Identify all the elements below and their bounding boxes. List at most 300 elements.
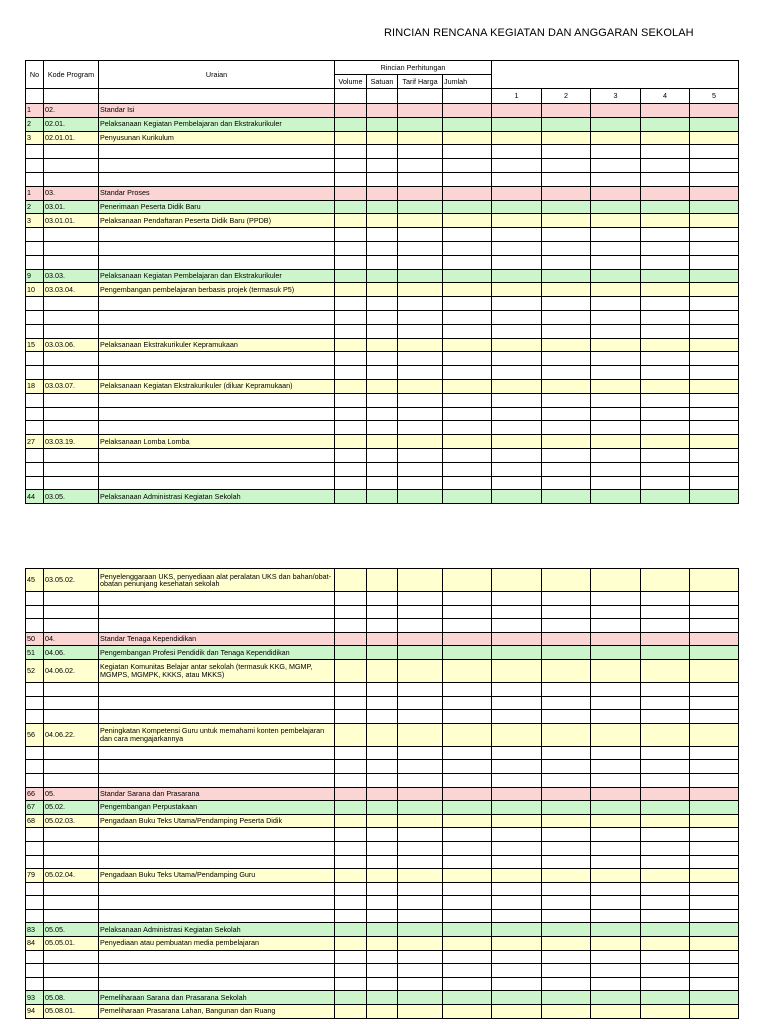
- row-month-cell: [542, 269, 591, 283]
- row-rincian-cell: [335, 366, 367, 380]
- row-no: [26, 964, 44, 978]
- row-month-cell: [690, 592, 739, 606]
- row-month-cell: [641, 760, 690, 774]
- cell: [44, 89, 99, 104]
- row-month-cell: [591, 801, 641, 815]
- row-rincian-cell: [443, 145, 492, 159]
- row-month-cell: [542, 909, 591, 923]
- row-rincian-cell: [335, 255, 367, 269]
- row-month-cell: [542, 619, 591, 633]
- row-rincian-cell: [335, 338, 367, 352]
- row-month-cell: [690, 159, 739, 173]
- row-month-cell: [641, 145, 690, 159]
- row-kode-program: 03.03.: [44, 269, 99, 283]
- row-month-cell: [641, 255, 690, 269]
- row-month-cell: [492, 214, 542, 228]
- cell: [367, 89, 398, 104]
- table-row: [26, 828, 739, 842]
- row-month-cell: [690, 696, 739, 710]
- row-month-cell: [542, 746, 591, 760]
- row-kode-program: [44, 950, 99, 964]
- table-row: [26, 592, 739, 606]
- row-month-cell: [591, 696, 641, 710]
- table-row: [26, 696, 739, 710]
- row-no: 45: [26, 569, 44, 592]
- row-month-cell: [542, 801, 591, 815]
- row-rincian-cell: [398, 310, 443, 324]
- row-rincian-cell: [398, 324, 443, 338]
- row-rincian-cell: [335, 896, 367, 910]
- row-month-cell: [492, 1005, 542, 1019]
- row-uraian: [99, 255, 335, 269]
- row-month-cell: [641, 659, 690, 682]
- row-no: 3: [26, 131, 44, 145]
- table-row: [26, 214, 739, 228]
- row-kode-program: 03.01.01.: [44, 214, 99, 228]
- row-uraian: Standar Sarana dan Prasarana: [99, 787, 335, 801]
- month-2-header: 2: [542, 89, 591, 104]
- table-row: [26, 117, 739, 131]
- row-month-cell: [690, 228, 739, 242]
- row-rincian-cell: [398, 696, 443, 710]
- row-rincian-cell: [398, 619, 443, 633]
- row-month-cell: [492, 324, 542, 338]
- row-kode-program: [44, 393, 99, 407]
- row-rincian-cell: [367, 1005, 398, 1019]
- row-rincian-cell: [335, 241, 367, 255]
- row-rincian-cell: [367, 338, 398, 352]
- table-row: [26, 255, 739, 269]
- header-months-blank: [492, 61, 739, 75]
- row-kode-program: [44, 619, 99, 633]
- row-rincian-cell: [398, 632, 443, 646]
- row-kode-program: [44, 710, 99, 724]
- row-month-cell: [641, 366, 690, 380]
- row-month-cell: [591, 228, 641, 242]
- row-uraian: Pelaksanaan Lomba Lomba: [99, 435, 335, 449]
- row-month-cell: [542, 773, 591, 787]
- row-rincian-cell: [335, 421, 367, 435]
- row-rincian-cell: [367, 710, 398, 724]
- row-month-cell: [641, 131, 690, 145]
- row-no: [26, 855, 44, 869]
- row-kode-program: 05.02.04.: [44, 869, 99, 883]
- row-month-cell: [542, 882, 591, 896]
- row-no: [26, 228, 44, 242]
- row-kode-program: 05.: [44, 787, 99, 801]
- row-rincian-cell: [335, 682, 367, 696]
- row-uraian: Pengadaan Buku Teks Utama/Pendamping Peserta Didik: [99, 814, 335, 828]
- row-month-cell: [542, 324, 591, 338]
- row-month-cell: [591, 241, 641, 255]
- row-month-cell: [492, 991, 542, 1005]
- row-month-cell: [542, 476, 591, 490]
- row-rincian-cell: [335, 104, 367, 118]
- row-month-cell: [690, 172, 739, 186]
- row-rincian-cell: [398, 991, 443, 1005]
- row-uraian: Standar Proses: [99, 186, 335, 200]
- row-rincian-cell: [335, 814, 367, 828]
- row-month-cell: [492, 490, 542, 504]
- row-month-cell: [641, 324, 690, 338]
- table-body-top: [26, 104, 739, 504]
- table-row: [26, 855, 739, 869]
- row-uraian: [99, 228, 335, 242]
- row-month-cell: [591, 255, 641, 269]
- row-rincian-cell: [367, 435, 398, 449]
- row-month-cell: [492, 828, 542, 842]
- table-row: [26, 324, 739, 338]
- row-month-cell: [591, 605, 641, 619]
- row-rincian-cell: [443, 801, 492, 815]
- row-rincian-cell: [367, 619, 398, 633]
- header-volume: Volume: [335, 75, 367, 89]
- row-no: [26, 159, 44, 173]
- row-rincian-cell: [367, 869, 398, 883]
- row-rincian-cell: [443, 297, 492, 311]
- row-uraian: Penyusunan Kurikulum: [99, 131, 335, 145]
- row-month-cell: [591, 462, 641, 476]
- row-kode-program: [44, 241, 99, 255]
- row-month-cell: [591, 723, 641, 746]
- row-month-cell: [690, 964, 739, 978]
- row-rincian-cell: [398, 172, 443, 186]
- row-rincian-cell: [367, 269, 398, 283]
- row-uraian: Pelaksanaan Kegiatan Pembelajaran dan Ekstrakurikuler: [99, 269, 335, 283]
- row-month-cell: [542, 787, 591, 801]
- row-rincian-cell: [398, 131, 443, 145]
- row-kode-program: [44, 324, 99, 338]
- row-rincian-cell: [335, 476, 367, 490]
- row-kode-program: [44, 977, 99, 991]
- row-rincian-cell: [367, 569, 398, 592]
- row-rincian-cell: [398, 605, 443, 619]
- row-kode-program: [44, 145, 99, 159]
- row-no: 15: [26, 338, 44, 352]
- table-row: [26, 104, 739, 118]
- row-rincian-cell: [367, 324, 398, 338]
- row-rincian-cell: [335, 977, 367, 991]
- row-rincian-cell: [335, 696, 367, 710]
- row-rincian-cell: [335, 462, 367, 476]
- row-month-cell: [542, 228, 591, 242]
- row-month-cell: [690, 896, 739, 910]
- row-uraian: [99, 393, 335, 407]
- row-no: 68: [26, 814, 44, 828]
- row-rincian-cell: [443, 746, 492, 760]
- row-month-cell: [492, 255, 542, 269]
- row-month-cell: [690, 435, 739, 449]
- row-no: 51: [26, 646, 44, 660]
- row-month-cell: [690, 283, 739, 297]
- row-rincian-cell: [335, 145, 367, 159]
- row-no: [26, 682, 44, 696]
- row-kode-program: [44, 172, 99, 186]
- row-uraian: Penerimaan Peserta Didik Baru: [99, 200, 335, 214]
- row-uraian: [99, 172, 335, 186]
- row-rincian-cell: [335, 283, 367, 297]
- row-no: 10: [26, 283, 44, 297]
- row-rincian-cell: [367, 896, 398, 910]
- row-rincian-cell: [443, 462, 492, 476]
- row-month-cell: [641, 490, 690, 504]
- row-no: [26, 421, 44, 435]
- row-rincian-cell: [398, 476, 443, 490]
- row-month-cell: [591, 159, 641, 173]
- row-rincian-cell: [367, 977, 398, 991]
- row-uraian: [99, 977, 335, 991]
- row-month-cell: [492, 379, 542, 393]
- row-rincian-cell: [367, 964, 398, 978]
- row-month-cell: [641, 869, 690, 883]
- row-rincian-cell: [443, 841, 492, 855]
- row-rincian-cell: [398, 200, 443, 214]
- row-rincian-cell: [367, 241, 398, 255]
- row-month-cell: [542, 255, 591, 269]
- row-month-cell: [690, 490, 739, 504]
- row-rincian-cell: [443, 659, 492, 682]
- row-uraian: Penyediaan atau pembuatan media pembelajaran: [99, 937, 335, 951]
- row-month-cell: [641, 241, 690, 255]
- row-rincian-cell: [335, 937, 367, 951]
- table-row: [26, 841, 739, 855]
- row-uraian: [99, 297, 335, 311]
- row-rincian-cell: [335, 964, 367, 978]
- row-month-cell: [641, 696, 690, 710]
- row-month-cell: [492, 283, 542, 297]
- row-month-cell: [542, 159, 591, 173]
- table-row: [26, 801, 739, 815]
- row-month-cell: [690, 131, 739, 145]
- row-kode-program: 05.08.01.: [44, 1005, 99, 1019]
- table-row: [26, 172, 739, 186]
- row-rincian-cell: [443, 448, 492, 462]
- row-rincian-cell: [443, 214, 492, 228]
- row-month-cell: [641, 352, 690, 366]
- table-row: [26, 882, 739, 896]
- table-row: [26, 991, 739, 1005]
- row-rincian-cell: [367, 117, 398, 131]
- row-rincian-cell: [335, 159, 367, 173]
- row-uraian: [99, 760, 335, 774]
- row-month-cell: [492, 448, 542, 462]
- row-rincian-cell: [367, 200, 398, 214]
- row-rincian-cell: [335, 214, 367, 228]
- row-rincian-cell: [367, 462, 398, 476]
- row-month-cell: [641, 1005, 690, 1019]
- row-rincian-cell: [443, 379, 492, 393]
- row-no: [26, 172, 44, 186]
- row-month-cell: [542, 592, 591, 606]
- row-rincian-cell: [367, 696, 398, 710]
- row-uraian: [99, 696, 335, 710]
- table-row: [26, 937, 739, 951]
- row-month-cell: [591, 950, 641, 964]
- row-no: [26, 841, 44, 855]
- row-month-cell: [542, 841, 591, 855]
- row-rincian-cell: [367, 159, 398, 173]
- row-month-cell: [591, 841, 641, 855]
- row-rincian-cell: [367, 760, 398, 774]
- row-month-cell: [591, 297, 641, 311]
- row-rincian-cell: [398, 977, 443, 991]
- row-rincian-cell: [443, 476, 492, 490]
- row-month-cell: [492, 696, 542, 710]
- row-rincian-cell: [367, 186, 398, 200]
- row-rincian-cell: [367, 172, 398, 186]
- row-month-cell: [641, 923, 690, 937]
- row-rincian-cell: [443, 407, 492, 421]
- row-month-cell: [542, 828, 591, 842]
- row-month-cell: [690, 462, 739, 476]
- table-row: [26, 407, 739, 421]
- table-row: [26, 338, 739, 352]
- row-rincian-cell: [335, 828, 367, 842]
- row-month-cell: [542, 366, 591, 380]
- row-month-cell: [591, 283, 641, 297]
- row-rincian-cell: [443, 696, 492, 710]
- row-month-cell: [492, 841, 542, 855]
- row-rincian-cell: [335, 659, 367, 682]
- row-month-cell: [591, 172, 641, 186]
- row-month-cell: [591, 710, 641, 724]
- row-rincian-cell: [443, 421, 492, 435]
- row-month-cell: [542, 605, 591, 619]
- row-rincian-cell: [367, 214, 398, 228]
- budget-table-bottom: [25, 568, 739, 1019]
- row-month-cell: [492, 435, 542, 449]
- row-rincian-cell: [335, 746, 367, 760]
- row-month-cell: [591, 787, 641, 801]
- row-uraian: Pengembangan Perpustakaan: [99, 801, 335, 815]
- row-month-cell: [591, 814, 641, 828]
- row-uraian: Pelaksanaan Kegiatan Ekstrakurikuler (diluar Kepramukaan): [99, 379, 335, 393]
- row-rincian-cell: [367, 923, 398, 937]
- row-rincian-cell: [367, 855, 398, 869]
- row-month-cell: [641, 393, 690, 407]
- row-rincian-cell: [335, 841, 367, 855]
- row-month-cell: [542, 950, 591, 964]
- row-rincian-cell: [443, 200, 492, 214]
- row-month-cell: [492, 682, 542, 696]
- row-rincian-cell: [367, 283, 398, 297]
- row-kode-program: 05.05.: [44, 923, 99, 937]
- row-month-cell: [641, 200, 690, 214]
- row-month-cell: [690, 632, 739, 646]
- row-month-cell: [641, 104, 690, 118]
- row-kode-program: 02.01.01.: [44, 131, 99, 145]
- row-month-cell: [690, 855, 739, 869]
- row-month-cell: [591, 186, 641, 200]
- row-month-cell: [591, 338, 641, 352]
- row-month-cell: [542, 310, 591, 324]
- row-rincian-cell: [398, 228, 443, 242]
- row-no: [26, 297, 44, 311]
- table-row: [26, 646, 739, 660]
- row-rincian-cell: [398, 448, 443, 462]
- row-rincian-cell: [443, 283, 492, 297]
- table-row: [26, 950, 739, 964]
- row-month-cell: [591, 131, 641, 145]
- row-month-cell: [542, 760, 591, 774]
- row-rincian-cell: [335, 710, 367, 724]
- row-uraian: [99, 950, 335, 964]
- row-uraian: [99, 896, 335, 910]
- row-month-cell: [492, 814, 542, 828]
- row-month-cell: [690, 991, 739, 1005]
- row-uraian: [99, 145, 335, 159]
- table-row: [26, 131, 739, 145]
- row-kode-program: 03.03.04.: [44, 283, 99, 297]
- row-rincian-cell: [335, 228, 367, 242]
- row-rincian-cell: [398, 283, 443, 297]
- row-rincian-cell: [335, 801, 367, 815]
- row-rincian-cell: [367, 646, 398, 660]
- row-no: [26, 145, 44, 159]
- row-month-cell: [542, 696, 591, 710]
- row-no: 27: [26, 435, 44, 449]
- row-uraian: Pelaksanaan Ekstrakurikuler Kepramukaan: [99, 338, 335, 352]
- row-rincian-cell: [367, 659, 398, 682]
- row-rincian-cell: [398, 255, 443, 269]
- month-5-header: 5: [690, 89, 739, 104]
- row-kode-program: [44, 909, 99, 923]
- row-no: [26, 462, 44, 476]
- row-month-cell: [690, 828, 739, 842]
- row-rincian-cell: [398, 760, 443, 774]
- row-month-cell: [641, 646, 690, 660]
- row-rincian-cell: [443, 310, 492, 324]
- row-month-cell: [690, 393, 739, 407]
- row-uraian: Peningkatan Kompetensi Guru untuk memahami konten pembelajaran dan cara mengajarkannya: [99, 723, 335, 746]
- budget-table-top: [25, 60, 739, 504]
- table-row: [26, 297, 739, 311]
- row-uraian: [99, 310, 335, 324]
- row-no: 50: [26, 632, 44, 646]
- row-month-cell: [492, 855, 542, 869]
- row-rincian-cell: [398, 923, 443, 937]
- row-kode-program: 05.05.01.: [44, 937, 99, 951]
- row-month-cell: [690, 200, 739, 214]
- row-rincian-cell: [398, 855, 443, 869]
- row-rincian-cell: [367, 104, 398, 118]
- row-month-cell: [690, 605, 739, 619]
- row-rincian-cell: [367, 366, 398, 380]
- row-rincian-cell: [443, 773, 492, 787]
- row-no: 56: [26, 723, 44, 746]
- row-month-cell: [492, 909, 542, 923]
- row-rincian-cell: [443, 964, 492, 978]
- row-month-cell: [591, 393, 641, 407]
- row-month-cell: [690, 214, 739, 228]
- row-month-cell: [542, 379, 591, 393]
- row-rincian-cell: [398, 909, 443, 923]
- row-month-cell: [591, 964, 641, 978]
- row-no: [26, 909, 44, 923]
- cell: [398, 89, 443, 104]
- row-uraian: [99, 964, 335, 978]
- row-month-cell: [492, 297, 542, 311]
- row-month-cell: [492, 366, 542, 380]
- row-month-cell: [591, 104, 641, 118]
- row-rincian-cell: [398, 117, 443, 131]
- row-month-cell: [542, 117, 591, 131]
- row-rincian-cell: [398, 421, 443, 435]
- row-month-cell: [690, 937, 739, 951]
- row-month-cell: [492, 200, 542, 214]
- row-month-cell: [690, 801, 739, 815]
- row-rincian-cell: [398, 214, 443, 228]
